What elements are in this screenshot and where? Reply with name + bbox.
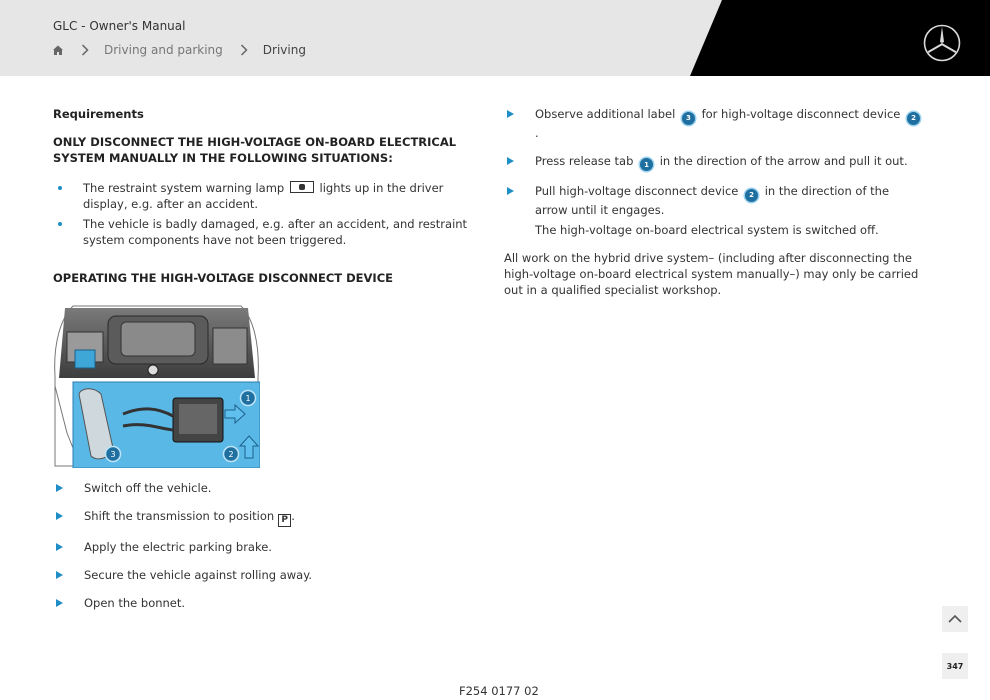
label-1-badge: 1 [640, 158, 653, 171]
list-item [53, 216, 473, 248]
step-text: Apply the electric parking brake. [84, 540, 272, 554]
figure-label-2 [224, 447, 239, 462]
mercedes-star-icon [923, 24, 961, 62]
restraint-warning-lamp-icon [290, 181, 314, 193]
figure-label-1 [241, 391, 256, 406]
breadcrumb [52, 42, 306, 58]
list-item [53, 480, 473, 496]
list-item [504, 106, 924, 141]
right-column [504, 106, 924, 298]
step-text: Switch off the vehicle. [84, 481, 212, 495]
list-item [504, 183, 924, 238]
step-arrow-icon [56, 512, 63, 520]
step-text: Pull high-voltage disconnect device [535, 184, 739, 198]
step-arrow-icon [507, 157, 514, 165]
step-arrow-icon [507, 110, 514, 118]
chevron-right-icon [237, 43, 251, 57]
list-item [53, 539, 473, 555]
bullet-text: The vehicle is badly damaged, e.g. after an accident, and restraint system components have not been triggered. [83, 217, 468, 247]
bullet-text: The restraint system warning lamp [83, 181, 285, 195]
step-arrow-icon [56, 543, 63, 551]
step-arrow-icon [56, 599, 63, 607]
scroll-top-icon [948, 614, 962, 624]
step-text: Press release tab [535, 153, 634, 168]
step-arrow-icon [56, 571, 63, 579]
step-result: The high-voltage on-board electrical system is switched off. [535, 222, 879, 237]
scroll-top-button[interactable] [942, 606, 968, 632]
preparation-steps [53, 480, 473, 611]
label-3-badge: 3 [682, 112, 695, 125]
step-text: in the direction of the arrow until it engages. [535, 184, 890, 217]
engine-bay-illustration [53, 298, 260, 468]
step-arrow-icon [56, 484, 63, 492]
page-number-button[interactable]: 347 [942, 653, 968, 679]
disconnect-steps [504, 106, 924, 238]
step-text: Shift the transmission to position [84, 509, 275, 523]
list-item [504, 153, 924, 172]
step-arrow-icon [507, 187, 514, 195]
caps-heading: ONLY DISCONNECT THE HIGH-VOLTAGE ON-BOARD ELECTRICAL SYSTEM MANUALLY IN THE FOLLOWING SITUATIONS: [53, 135, 457, 165]
list-item [53, 508, 473, 527]
step-text: for high-voltage disconnect device [701, 107, 901, 121]
list-item [53, 180, 473, 212]
step-text: in the direction of the arrow and pull it out. [659, 153, 908, 168]
step-text: Secure the vehicle against rolling away. [84, 568, 313, 582]
list-item [53, 567, 473, 583]
label-2-badge: 2 [745, 189, 758, 202]
svg-text:3: 3 [110, 450, 116, 459]
step-text: Observe additional label [535, 107, 676, 121]
bullet-dot [58, 222, 62, 226]
manual-title: GLC - Owner's Manual [53, 19, 186, 33]
step-text: . [291, 509, 295, 523]
list-item [53, 595, 473, 611]
svg-text:2: 2 [228, 450, 234, 459]
bullet-dot [58, 186, 62, 190]
label-2-badge: 2 [907, 112, 920, 125]
workshop-note: All work on the hybrid drive system– (including after disconnecting the high-voltage on-board electrical system manually–) may only be carried out in a qualified specialist workshop. [504, 250, 919, 297]
park-position-symbol: P [278, 514, 291, 527]
figure-code: F254 0177 02 [459, 684, 539, 698]
bullet-text: lights up in the driver display, e.g. after an accident. [83, 181, 444, 211]
step-text: Open the bonnet. [84, 596, 186, 610]
situation-list [53, 180, 473, 248]
home-icon[interactable] [52, 44, 64, 56]
svg-text:1: 1 [245, 394, 251, 403]
breadcrumb-item-driving: Driving [262, 43, 306, 57]
operating-heading: OPERATING THE HIGH-VOLTAGE DISCONNECT DEVICE [53, 271, 393, 285]
left-column [53, 106, 473, 623]
chevron-right-icon [78, 43, 92, 57]
requirements-heading: Requirements [53, 107, 144, 121]
figure-label-3 [106, 447, 121, 462]
page-header [0, 0, 990, 76]
step-text: . [535, 125, 539, 140]
breadcrumb-item-driving-and-parking[interactable]: Driving and parking [104, 43, 223, 57]
